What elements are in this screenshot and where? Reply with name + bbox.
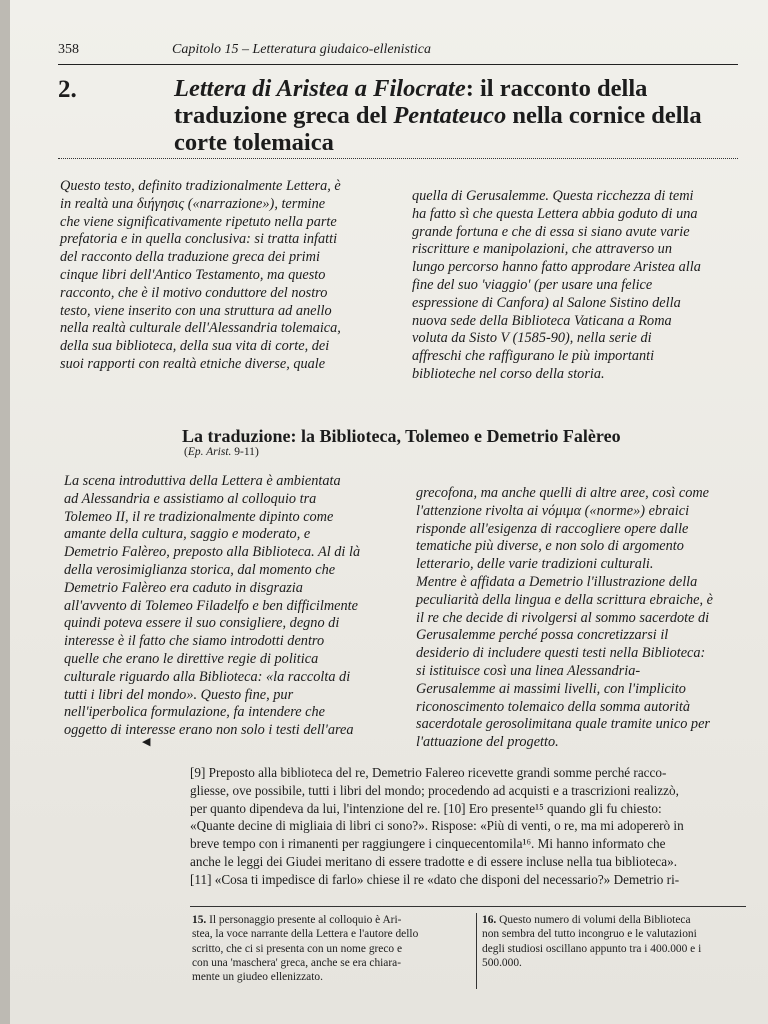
intro-left-column	[60, 178, 380, 374]
section-title	[174, 75, 734, 156]
footnote-number: 15.	[192, 914, 207, 926]
footnote-line: scritto, che ci si presenta con un nome greco e	[192, 942, 403, 955]
text-line: quelle che erano le direttive regie di politica	[64, 650, 319, 667]
text-line: interesse è il fatto che siamo introdotti dentro	[64, 633, 325, 650]
text-line: amante della cultura, saggio e moderato, e	[64, 526, 311, 543]
text-line: Tolemeo II, il re tradizionalmente dipinto come	[64, 508, 334, 525]
text-line: nell'iperbolica formulazione, fa intendere che	[64, 704, 326, 721]
footnote-text: Questo numero di volumi della Biblioteca	[499, 914, 691, 926]
subsection-heading: La traduzione: la Biblioteca, Tolemeo e Demetrio Falèreo	[182, 426, 621, 446]
title-part3: nella cornice della corte tolemaica	[174, 102, 702, 156]
quote-line: per quanto dipendeva da lui, l'intenzione del re. [10] Ero presente¹⁵ quando gli fu chiesto:	[190, 800, 662, 816]
footnote-line: con una 'maschera' greca, anche se era chiara-	[192, 956, 402, 969]
text-line: Demetrio Falèreo era caduto in disgrazia	[64, 579, 303, 596]
quote-line: gliesse, ove possibile, tutti i libri del mondo; procedendo ad acquisti e a trascrizioni realizzò,	[190, 782, 679, 798]
text-line: che viene significativamente ripetuto nella parte	[60, 213, 337, 230]
text-line: quindi poteva essere il suo consigliere, degno di	[64, 615, 340, 632]
text-line: si istituisce così una linea Alessandria-	[416, 662, 641, 679]
text-line: Gerusalemme ai massimi livelli, con l'implicito	[416, 680, 686, 697]
text-line: quella di Gerusalemme. Questa ricchezza di temi	[412, 188, 694, 204]
text-line: fine del suo 'viaggio' (per usare una felice	[412, 276, 653, 293]
text-line: il re che decide di rivolgersi al sommo sacerdote di	[416, 609, 710, 626]
footnote-line: degli studiosi oscillano appunto tra i 400.000 e i	[482, 942, 702, 955]
text-line: suoi rapporti con realtà etniche diverse, quale	[60, 355, 326, 372]
text-line: biblioteche nel corso della storia.	[412, 365, 605, 382]
text-line: sacerdotale gerosolimitana quale tramite unico per	[416, 716, 710, 733]
text-line: nuova sede della Biblioteca Vaticana a Roma	[412, 312, 672, 329]
quote-line: [11] «Cosa ti impedisce di farlo» chiese il re «dato che disponi del necessario?» Demetrio ri-	[190, 871, 680, 887]
text-line: all'avvento di Tolemeo Filadelfo e ben difficilmente	[64, 597, 358, 614]
text-line: l'attenzione rivolta ai νόμιμα («norme») ebraici	[416, 502, 690, 519]
footnote-line: stea, la voce narrante della Lettera e l'autore dello	[192, 928, 419, 941]
footnote-line	[482, 913, 744, 927]
chapter-title: Capitolo 15 – Letteratura giudaico-ellenistica	[172, 42, 431, 57]
text-line: nella realtà culturale dell'Alessandria tolemaica,	[60, 320, 341, 337]
text-line: riconoscimento tolemaico della somma autorità	[416, 698, 690, 715]
arrow-marker-icon: ◀	[142, 736, 151, 748]
text-line: desiderio di includere questi testi nella Biblioteca:	[416, 645, 706, 662]
text-line: lungo percorso hanno fatto approdare Aristea alla	[412, 259, 701, 276]
page-number: 358	[58, 42, 79, 57]
text-line: della sua biblioteca, della sua vita di corte, dei	[60, 338, 330, 355]
text-line: Demetrio Falèreo, preposto alla Biblioteca. Al di là	[64, 544, 361, 561]
text-line: letterario, delle varie tradizioni culturali.	[416, 556, 654, 573]
text-line: ha fatto sì che questa Lettera abbia goduto di una	[412, 205, 698, 222]
quote-line: [9] Preposto alla biblioteca del re, Demetrio Falereo ricevette grandi somme perché racco-	[190, 765, 667, 780]
text-line: affreschi che raffigurano le più importanti	[412, 348, 655, 365]
reference-work: Ep. Arist.	[187, 446, 232, 458]
text-line: tematiche più diverse, e non solo di argomento	[416, 538, 684, 555]
quoted-passage	[190, 764, 746, 889]
footnotes	[190, 906, 746, 984]
footnote-line: 500.000.	[482, 956, 522, 969]
text-line: della verosimiglianza storica, dal momento che	[64, 561, 336, 578]
intro-right-column	[412, 188, 742, 384]
footnote-line	[192, 913, 470, 927]
text-line: racconto, che è il motivo conduttore del nostro	[60, 284, 328, 301]
subsection-reference: (Ep. Arist. 9-11)	[184, 446, 259, 458]
section-number: 2.	[58, 76, 77, 103]
text-line: grande fortuna e che di essa si siano avute varie	[412, 223, 690, 240]
footnote-divider	[476, 913, 477, 989]
footnote-text: Il personaggio presente al colloquio è Ari-	[209, 914, 402, 926]
title-italic2: Pentateuco	[393, 102, 507, 129]
text-line: grecofona, ma anche quelli di altre aree, così come	[416, 485, 710, 501]
text-line: riscritture e manipolazioni, che attraverso un	[412, 241, 672, 258]
text-line: culturale riguardo alla Biblioteca: «la raccolta di	[64, 668, 351, 685]
quote-line: breve tempo con i rimanenti per raggiungere i cinquecentomila¹⁶. Mi hanno informato che	[190, 836, 666, 852]
text-line: tutti i libri del mondo». Questo fine, pur	[64, 686, 294, 703]
quote-line: anche le leggi dei Giudei meritano di essere tradotte e di essere incluse nella tua biblioteca».	[190, 853, 678, 869]
text-line: l'attuazione del progetto.	[416, 734, 559, 751]
text-line: ad Alessandria e assistiamo al colloquio tra	[64, 490, 317, 507]
text-line: prefatoria e in quella conclusiva: si tratta infatti	[60, 231, 338, 248]
text-line: in realtà una διήγησις («narrazione»), termine	[60, 195, 326, 212]
body-right-column	[416, 485, 746, 752]
text-line: peculiarità della lingua e della scrittura ebraiche, è	[416, 591, 714, 608]
body-left-column	[64, 473, 404, 740]
text-line: espressione di Canfora) al Salone Sistino della	[412, 294, 681, 311]
footnote-16	[482, 913, 744, 970]
text-line: voluta da Sisto V (1585-90), nella serie di	[412, 330, 652, 347]
text-line: Mentre è affidata a Demetrio l'illustrazione della	[416, 573, 698, 590]
footnote-line: non sembra del tutto incongruo e le valutazioni	[482, 928, 697, 941]
page-edge-shadow	[0, 0, 10, 1024]
text-line: del racconto della traduzione greca dei primi	[60, 249, 320, 266]
text-line: Questo testo, definito tradizionalmente Lettera, è	[60, 178, 341, 194]
text-line: Gerusalemme perché possa concretizzarsi il	[416, 627, 669, 644]
footnote-line: mente un giudeo ellenizzato.	[192, 971, 323, 984]
text-line: testo, viene inserito con una struttura ad anello	[60, 302, 332, 319]
quote-line: «Quante decine di migliaia di libri ci sono?». Rispose: «Più di venti, o re, ma mi adopererò in	[190, 818, 684, 834]
reference-numbers: 9-11	[234, 446, 255, 458]
title-italic: Lettera di Aristea a Filocrate	[174, 75, 466, 102]
text-line: oggetto di interesse erano non solo i testi dell'area	[64, 722, 354, 739]
title-divider	[58, 158, 738, 159]
footnote-15	[192, 913, 470, 984]
text-line: La scena introduttiva della Lettera è ambientata	[64, 473, 341, 489]
title-part2: : il racconto della traduzione greca del	[174, 75, 648, 129]
text-line: risponde all'esigenza di raccogliere opere dalle	[416, 520, 689, 537]
footnote-number: 16.	[482, 914, 497, 926]
running-head	[58, 42, 738, 65]
text-line: cinque libri dell'Antico Testamento, ma questo	[60, 266, 326, 283]
